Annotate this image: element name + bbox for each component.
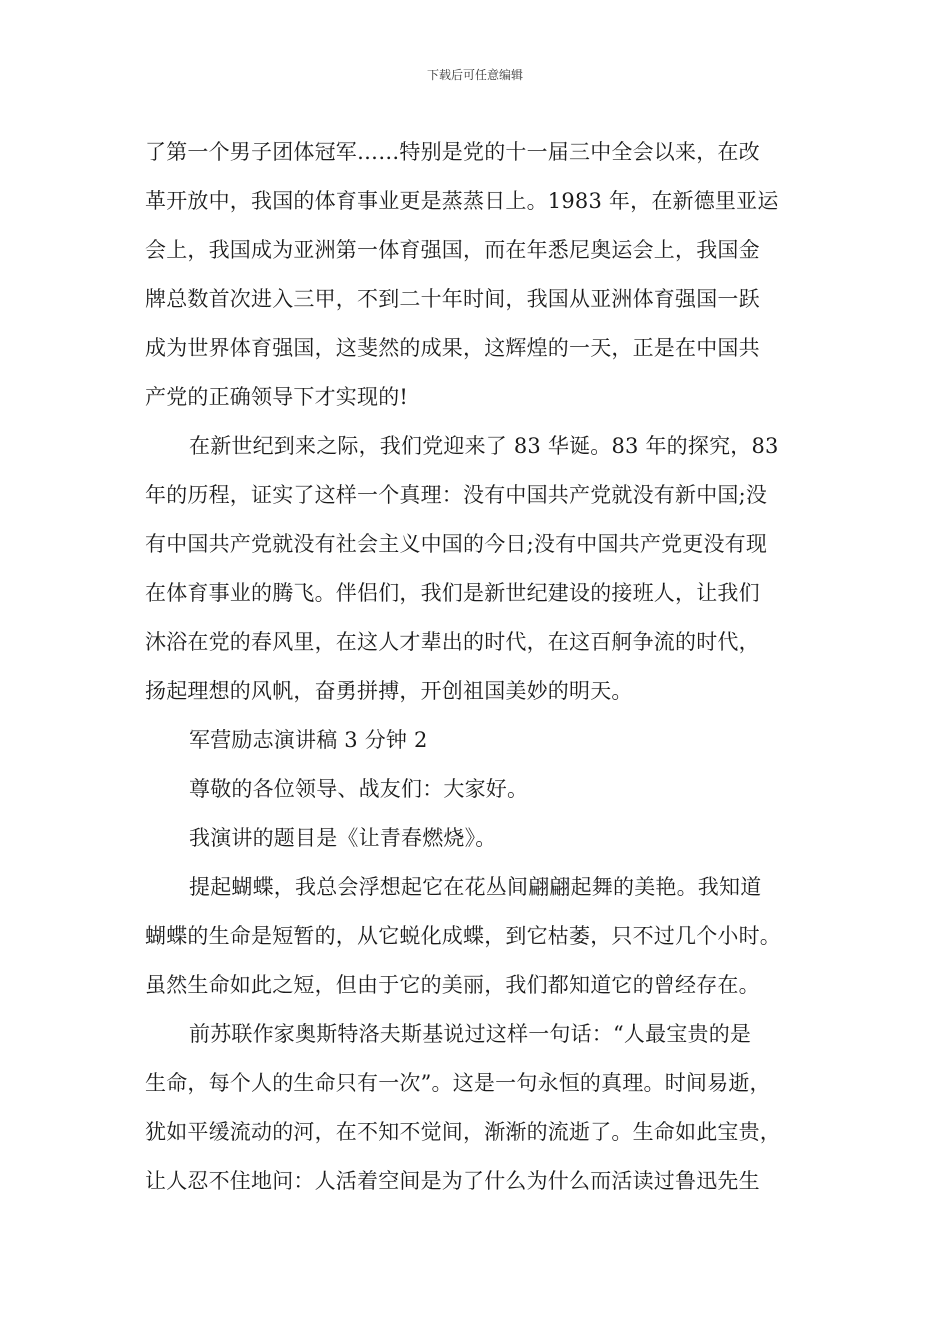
text-line: 成为世界体育强国，这斐然的成果，这辉煌的一天，正是在中国共: [145, 336, 760, 360]
text-line: 让人忍不住地问：人活着空间是为了什么为什么而活读过鲁迅先生: [145, 1169, 760, 1193]
body-text: [145, 128, 805, 1206]
speech-title-line: 我演讲的题目是《让青春燃烧》。: [189, 826, 497, 850]
text-line: 沐浴在党的春风里，在这人才辈出的时代，在这百舸争流的时代，: [145, 630, 760, 654]
text-line: 革开放中，我国的体育事业更是蒸蒸日上。1983 年，在新德里亚运: [145, 189, 779, 213]
text-line: 犹如平缓流动的河，在不知不觉间，渐渐的流逝了。生命如此宝贵，: [145, 1120, 781, 1144]
text-line: 扬起理想的风帆，奋勇拼搏，开创祖国美妙的明天。: [145, 679, 633, 703]
text-line: 会上，我国成为亚洲第一体育强国，而在年悉尼奥运会上，我国金: [145, 238, 760, 262]
text-line: 蝴蝶的生命是短暂的，从它蜕化成蝶，到它枯萎，只不过几个小时。: [145, 924, 781, 948]
text-line: 有中国共产党就没有社会主义中国的今日;没有中国共产党更没有现: [145, 532, 768, 556]
text-line: 在新世纪到来之际，我们党迎来了 83 华诞。83 年的探究，83: [189, 434, 779, 458]
text-line: 年的历程，证实了这样一个真理：没有中国共产党就没有新中国;没: [145, 483, 768, 507]
text-line: 提起蝴蝶，我总会浮想起它在花丛间翩翩起舞的美艳。我知道: [189, 875, 762, 899]
text-line: 了第一个男子团体冠军……特别是党的十一届三中全会以来，在改: [145, 140, 760, 164]
text-line: 虽然生命如此之短，但由于它的美丽，我们都知道它的曾经存在。: [145, 973, 760, 997]
section-heading: 军营励志演讲稿 3 分钟 2: [189, 728, 428, 752]
header-note: 下载后可任意编辑: [426, 68, 523, 82]
text-line: 在体育事业的腾飞。伴侣们，我们是新世纪建设的接班人，让我们: [145, 581, 760, 605]
greeting-line: 尊敬的各位领导、战友们：大家好。: [189, 777, 529, 801]
text-line: 生命，每个人的生命只有一次”。这是一句永恒的真理。时间易逝，: [145, 1071, 771, 1095]
text-line: 产党的正确领导下才实现的!: [145, 385, 409, 409]
text-line: 牌总数首次进入三甲，不到二十年时间，我国从亚洲体育强国一跃: [145, 287, 760, 311]
text-line: 前苏联作家奥斯特洛夫斯基说过这样一句话：“人最宝贵的是: [189, 1022, 752, 1046]
